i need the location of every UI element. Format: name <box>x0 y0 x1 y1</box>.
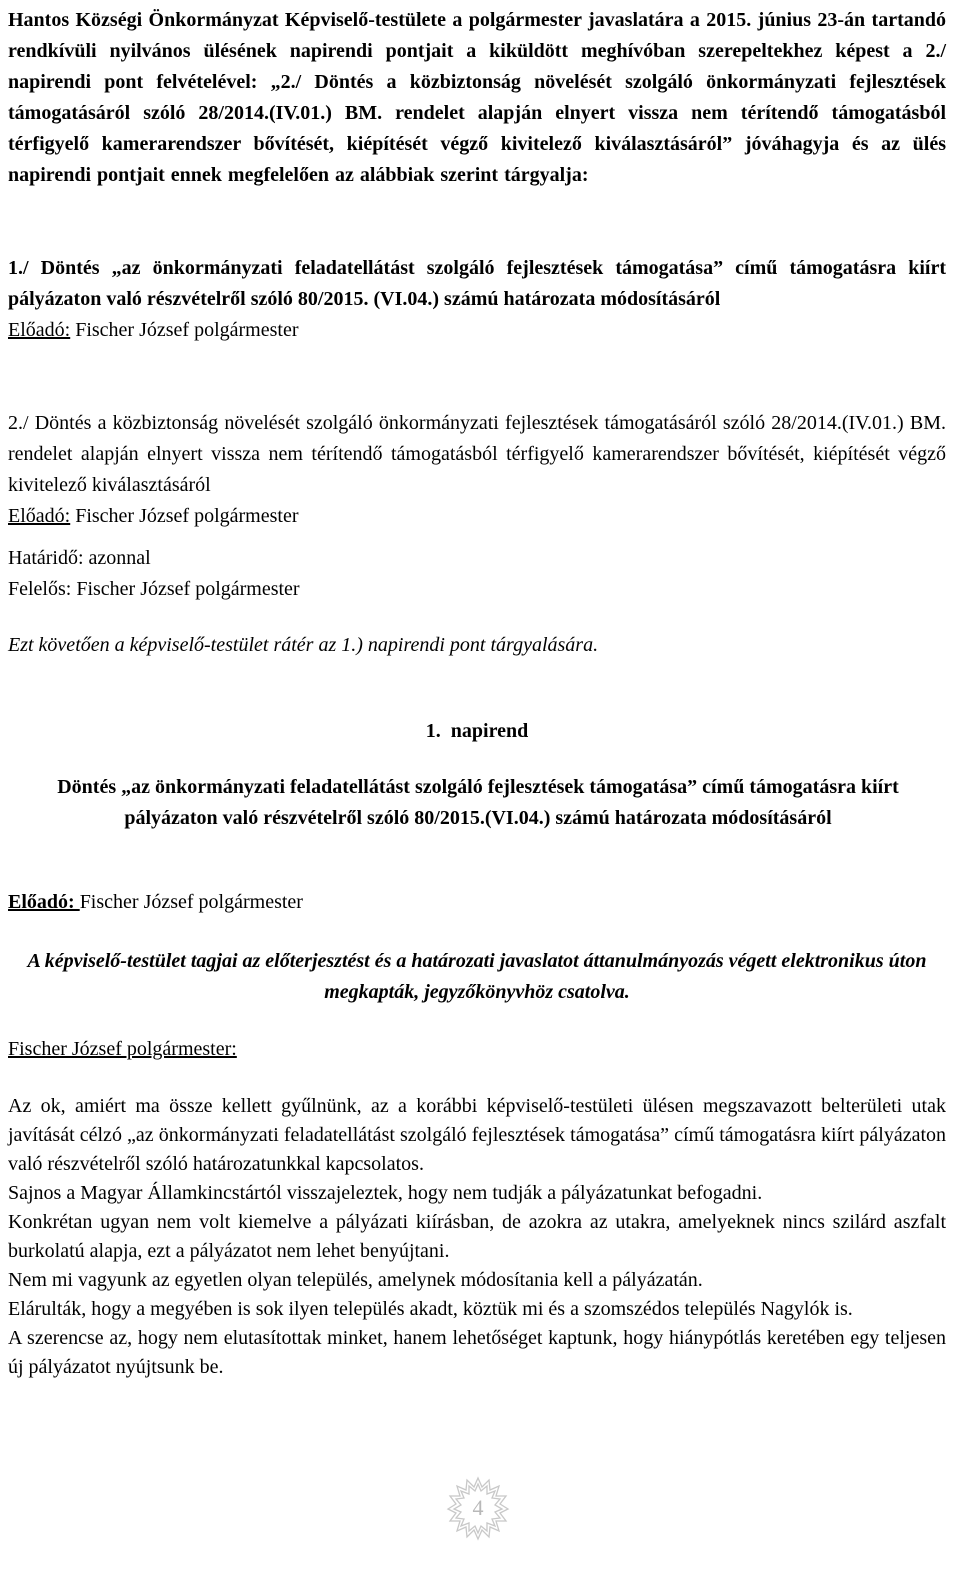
presenter-name: Fischer József polgármester <box>70 319 299 341</box>
speech-paragraph: Elárulták, hogy a megyében is sok ilyen település akadt, köztük mi és a szomszédos település Nagylók is. <box>8 1298 853 1320</box>
speaker-label: Fischer József polgármester: <box>8 1038 237 1060</box>
speech-paragraph: Az ok, amiért ma össze kellett gyűlnünk, az a korábbi képviselő-testületi ülésen megszavazott belterületi utak javítását célzó „az önkormányzati feladatellátást szolgáló fejlesztések támogatása” című támogatásra kiírt pályázaton való részvételről szóló határozatunkkal kapcsolatos. <box>8 1095 946 1175</box>
deadline: Határidő: azonnal <box>8 547 151 569</box>
section-title: Döntés „az önkormányzati feladatellátást szolgáló fejlesztések támogatása” című támogatásra kiírt pályázaton való részvételről szóló 80/2015.(VI.04.) számú határozata módosításáról <box>57 776 899 829</box>
agenda-item-presenter <box>8 315 946 346</box>
speech-paragraph: Konkrétan ugyan nem volt kiemelve a pályázati kiírásban, de azokra az utakra, amelyeknek nincs szilárd aszfalt burkolatú alapja, ezt a pályázatot nem lehet benyújtani. <box>8 1211 946 1262</box>
section-heading: 1. napirend <box>425 720 529 742</box>
agenda-item-presenter <box>8 501 946 532</box>
agenda-item-1 <box>8 253 946 346</box>
page-number: 4 <box>472 1495 484 1520</box>
presenter-label: Előadó: <box>8 891 80 913</box>
transition-text: Ezt követően a képviselő-testület rátér az 1.) napirendi pont tárgyalására. <box>8 634 599 656</box>
speech-paragraph: Nem mi vagyunk az egyetlen olyan település, amelynek módosítania kell a pályázatán. <box>8 1269 703 1291</box>
deadline-block <box>8 543 946 605</box>
speech-paragraph: A szerencse az, hogy nem elutasítottak minket, hanem lehetőséget kaptunk, hogy hiánypótlás keretében egy teljesen új pályázatot nyújtsunk be. <box>8 1327 946 1378</box>
speech-paragraph: Sajnos a Magyar Államkincstártól visszajeleztek, hogy nem tudják a pályázatunkat befogadni. <box>8 1182 763 1204</box>
presenter-label: Előadó: <box>8 505 71 527</box>
agenda-item-title: 2./ Döntés a közbiztonság növelését szolgáló önkormányzati fejlesztések támogatásáról szóló 28/2014.(IV.01.) BM. rendelet alapján elnyert vissza nem térítendő támogatásból térfigyelő kamerarendszer bővítését, kiépítését végző kivitelező kiválasztásáról <box>8 412 946 496</box>
presenter-name: Fischer József polgármester <box>70 505 299 527</box>
section-presenter <box>8 887 946 918</box>
section-note: A képviselő-testület tagjai az előterjesztést és a határozati javaslatot áttanulmányozás végett elektronikus úton megkapták, jegyzőkönyvhöz csatolva. <box>27 950 927 1003</box>
page-number-badge <box>445 1475 511 1541</box>
responsible: Felelős: Fischer József polgármester <box>8 578 300 600</box>
presenter-name: Fischer József polgármester <box>79 891 303 913</box>
agenda-item-2 <box>8 408 946 532</box>
agenda-item-title: 1./ Döntés „az önkormányzati feladatellátást szolgáló fejlesztések támogatása” című támogatásra kiírt pályázaton való részvételről szóló 80/2015. (VI.04.) számú határozata módosításáról <box>8 257 946 310</box>
speech-body <box>8 1092 946 1382</box>
intro-paragraph: Hantos Községi Önkormányzat Képviselő-testülete a polgármester javaslatára a 2015. június 23-án tartandó rendkívüli nyilvános ülésének napirendi pontjait a kiküldött meghívóban szerepeltekhez képest a 2./ napirendi pont felvételével: „2./ Döntés a közbiztonság növelését szolgáló önkormányzati fejlesztések támogatásáról szóló 28/2014.(IV.01.) BM. rendelet alapján elnyert vissza nem térítendő támogatásból térfigyelő kamerarendszer bővítését, kiépítését végző kivitelező kiválasztásáról” jóváhagyja és az ülés napirendi pontjait ennek megfelelően az alábbiak szerint tárgyalja: <box>8 9 946 186</box>
presenter-label: Előadó: <box>8 319 71 341</box>
